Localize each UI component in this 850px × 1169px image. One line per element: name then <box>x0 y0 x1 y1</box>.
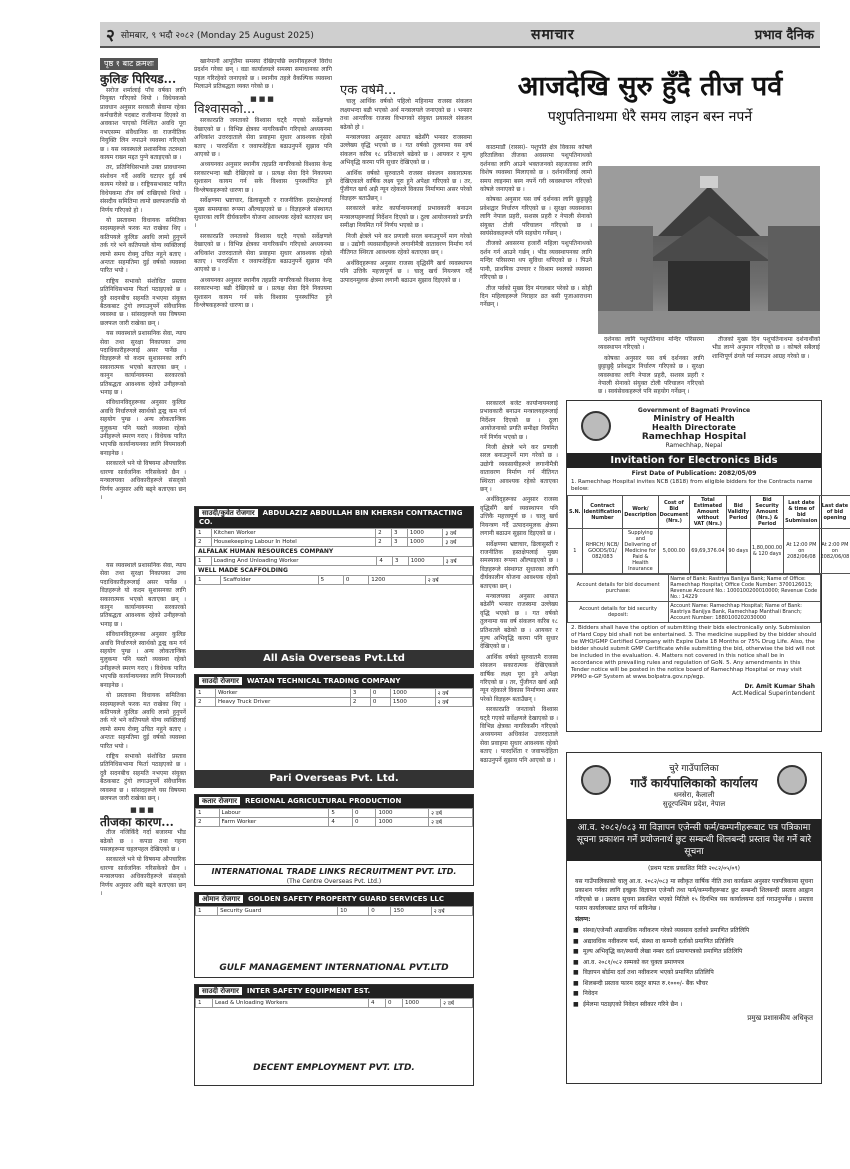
teej-subheadline: पशुपतिनाथमा धेरै समय लाइन बस्न नपर्ने <box>547 109 753 125</box>
article-paragraph: यो प्रस्तावमा विधायक समितिका सदस्यहरूले फरक मत राखेका थिए । कतिपयले कुलिङ अवधि लामो हुनुपर्ने तर्क गरे भने कतिपयले योग्य व्यक्तिलाई लामो समय रोक्नु उचित नहुने बताए । अन्ततः सहमतिमा दुई वर्षको व्यवस्था पारित भयो । <box>100 216 186 275</box>
ad-header <box>195 795 473 808</box>
tender-intro: 1. Ramechhap Hospital invites NCB (1818) from eligible bidders for the Contracts name below: <box>571 479 813 492</box>
muni-body: यस गाउँपालिकाको चालु आ.व. २०८२/०८३ मा स्वीकृत वार्षिक नीति तथा कार्यक्रम अनुसार पत्रपत्रिकामा सूचना प्रकाशन गर्नका लागि इच्छुक विज्ञापन एजेन्सी तथा फर्म/कम्पनीहरूबाट छुट सम्बन्धी शिलबन्दी प्रस्ताव आह्वान गरिएको छ । प्रस्ताव सूचना प्रकाशित भएको मितिले १५ दिनभित्र यस कार्यालयमा दर्ता गराउनुपर्नेछ । प्रस्ताव फारम कार्यालयबाट प्राप्त गर्न सकिनेछ । <box>575 878 813 912</box>
article-paragraph: सरकारप्रति जनताको विश्वास घट्दै गएको सर्वेक्षणले देखाएको छ । विभिन्न क्षेत्रका नागरिकसँग गरिएको अध्ययनमा अधिकांश उत्तरदाताले सेवा प्रवाहमा सुधार आवश्यक रहेको बताए । पारदर्शिता र जवाफदेहिता बढाउनुपर्ने सुझाव पनि आएको छ । <box>480 706 558 764</box>
article-paragraph: सर्वेक्षणमा भ्रष्टाचार, ढिलासुस्ती र राजनीतिक हस्तक्षेपलाई मुख्य समस्याका रूपमा औंल्याइएको छ । विज्ञहरूले संस्थागत सुधारका लागि दीर्घकालीन योजना आवश्यक रहेको बताएका छन् । <box>480 540 558 590</box>
ad-company-3: WELL MADE SCAFFOLDING <box>198 567 288 574</box>
article-separator: ■■■ <box>130 806 156 815</box>
article-paragraph: कोषका अनुसार यस वर्ष दर्शनका लागि छुट्टाछुट्टै प्रवेशद्वार निर्धारण गरिएको छ । सुरक्षा व्यवस्थाका लागि नेपाल प्रहरी, सशस्त्र प्रहरी र नेपाली सेनाको संयुक्त टोली परिचालन गरिएको छ । स्वयंसेवकहरूले पनि सहयोग गर्नेछन् । <box>598 354 704 396</box>
tender-notes: 2. Bidders shall have the option of submitting their bids electronically only. Submission of Hard Copy bid shall not be entertained. 3. The medicine supplied by the bidder should be WHO/GMP Certified Company with Expire Date 18 Months or 75% Drug Life. Also, the bidder should submit GMP Certificate while submitting the bid, otherwise the bid will not be included in the evaluation. 4. Matters not covered in this notice shall be in accordance with prevailing rules and regulation of GoN. 5. Any amendments in this Tender notice will be posted in the notice board of Ramechhap Hospital or may visit PPMO e-GP System at www.bolpatra.gov.np/egp. <box>571 625 817 680</box>
ad-company-2: ALFALAK HUMAN RESOURCES COMPANY <box>198 548 334 555</box>
continued-kicker: पृष्ठ १ बाट क्रमशः <box>100 58 158 70</box>
article-paragraph: सर्वेक्षणमा भ्रष्टाचार, ढिलासुस्ती र राजनीतिक हस्तक्षेपलाई मुख्य समस्याका रूपमा औंल्याइएको छ । विज्ञहरूले संस्थागत सुधारका लागि दीर्घकालीन योजना आवश्यक रहेको बताएका छन् । <box>194 197 332 230</box>
article-headline: विश्वासको... <box>194 102 256 118</box>
ad-header <box>195 985 473 998</box>
job-ad-4 <box>194 892 474 978</box>
article-paragraph: काठमाडौं (रासस)- पशुपति क्षेत्र विकास कोषले हरितालिका तीजका अवसरमा पशुपतिनाथको दर्शनका लागि आउने भक्तजनको सहजताका लागि विशेष व्यवस्था मिलाएको छ । दर्शनार्थीलाई लामो समय लाइनमा बस्न नपर्ने गरी व्यवस्थापन गरिएको कोषले जनाएको छ । <box>480 144 592 194</box>
ad-agency: DECENT EMPLOYMENT PVT. LTD. <box>253 1063 415 1073</box>
column-trust <box>194 58 332 498</box>
ad-country: साउदी रोजगार <box>199 987 242 995</box>
article-paragraph: अर्थविद्हरूका अनुसार राजस्व वृद्धिसँगै खर्च व्यवस्थापन पनि उत्तिकै महत्त्वपूर्ण छ । चालु खर्च नियन्त्रण गर्दै उत्पादनमूलक क्षेत्रमा लगानी बढाउन सुझाव दिइएको छ । <box>480 496 558 538</box>
job-ad-1 <box>194 506 474 668</box>
photo-caption: दर्शनका लागि पशुपतिनाथ मन्दिर परिसरमा व्यवस्थापन गरिएको । <box>598 336 704 352</box>
ad-country: कतार रोजगार <box>199 797 240 805</box>
tender-notice <box>566 400 850 732</box>
tender-signatory-title: Act.Medical Superintendent <box>731 690 815 697</box>
list-item: ■ निवेदन <box>583 989 821 1000</box>
job-ad-2 <box>194 674 474 788</box>
table-row: 1 Scaffolder 5 0 1200 २ वर्ष <box>196 576 473 585</box>
ad-company: WATAN TECHNICAL TRADING COMPANY <box>246 677 401 685</box>
article-paragraph: तर, प्रतिनिधिसभाले उक्त प्रावधानमा संशोधन गर्दै अवधि घटाएर दुई वर्ष कायम गरेको छ । राष्ट्रियसभाबाट पारित विधेयकमा तीन वर्ष राखिएको थियो । संसदीय समितिमा लामो छलफलपछि यो निर्णय गरिएको हो । <box>100 164 186 214</box>
ad-country: साउदी रोजगार <box>199 677 242 685</box>
newspaper-page <box>100 22 850 1132</box>
ad-company: GOLDEN SAFETY PROPERTY GUARD SERVICES LLC <box>247 895 445 903</box>
ad-agency: GULF MANAGEMENT INTERNATIONAL PVT.LTD <box>219 963 449 973</box>
vacancy-table <box>195 906 473 916</box>
article-paragraph: संविधानविद्हरूका अनुसार कुलिङ अवधि निर्धारणले स्वार्थको द्वन्द्व कम गर्न सहयोग पुग्छ । अन्य लोकतान्त्रिक मुलुकमा पनि यस्तो व्यवस्था रहेको उनीहरूले स्मरण गराए । विधेयक पारित भएपछि कार्यान्वयनका लागि नियमावली बनाइनेछ । <box>100 631 186 689</box>
list-item: ■ अद्यावधिक नवीकरण फर्म, संस्था वा कम्पनी दर्ताको प्रमाणित प्रतिलिपि <box>583 937 821 948</box>
tender-hospital: Ramechhap Hospital <box>641 432 747 442</box>
muni-list-title: संलग्न: <box>575 916 591 923</box>
table-row: 2 Heavy Truck Driver 2 0 1500 २ वर्ष <box>196 698 473 707</box>
muni-name: चुरे गाउँपालिका <box>669 764 719 774</box>
list-item: ■ ईमेलमा पठाइएको निवेदन स्वीकार गरिने छैन । <box>583 1000 821 1011</box>
article-headline-2: तीजका कारण... <box>100 814 174 829</box>
article-paragraph: अध्ययनका अनुसार स्थानीय तहप्रति नागरिकको विश्वास केन्द्र सरकारभन्दा बढी देखिएको छ । प्रत्यक्ष सेवा दिने निकायमा सुशासन कायम गर्न सके विश्वास पुनर्स्थापित हुने विश्लेषकहरूको धारणा छ । <box>194 276 332 309</box>
ad-company: ABDULAZIZ ABDULLAH BIN KHERSH CONTRACTING CO. <box>199 509 463 526</box>
muni-signatory: प्रमुख प्रशासकीय अधिकृत <box>747 1014 813 1022</box>
teej-feature <box>480 60 820 134</box>
job-ad-3 <box>194 794 474 886</box>
list-item: ■ मूल्य अभिवृद्धि कर/स्थायी लेखा नम्बर दर्ता प्रमाणपत्रको प्रमाणित प्रतिलिपि <box>583 947 821 958</box>
ad-agency: All Asia Overseas Pvt.Ltd <box>195 650 473 667</box>
ad-agency: INTERNATIONAL TRADE LINKS RECRUITMENT PVT. LTD. <box>211 867 457 876</box>
list-item: ■ आ.व. २०८१/०८२ सम्मको कर चुक्ता प्रमाणपत्र <box>583 958 821 969</box>
article-paragraph: सरकारले भने यो विषयमा औपचारिक धारणा सार्वजनिक गरिसकेको छैन । मन्त्रालयका अधिकारीहरूले संसद्को निर्णय अनुसार अघि बढ्ने बताएका छन् । <box>100 460 186 501</box>
temple-illustration <box>598 166 820 334</box>
article-headline: कुलिङ पिरियड... <box>100 72 177 87</box>
muni-notice-title: आ.व. २०८२/०८३ मा विज्ञापन एजेन्सी फर्म/कम्पनीहरूबाट पत्र पत्रिकामा सूचना प्रकाशन गर्ने प्रयोजनार्थ छुट सम्बन्धी शिलबन्दी प्रस्ताव पेश गर्ने बारे सूचना <box>567 819 821 861</box>
vacancy-table <box>195 688 473 707</box>
article-paragraph: कोषका अनुसार यस वर्ष दर्शनका लागि छुट्टाछुट्टै प्रवेशद्वार निर्धारण गरिएको छ । सुरक्षा व्यवस्थाका लागि नेपाल प्रहरी, सशस्त्र प्रहरी र नेपाली सेनाको संयुक्त टोली परिचालन गरिएको छ । स्वयंसेवकहरूले पनि सहयोग गर्नेछन् । <box>480 196 592 238</box>
page-header <box>100 22 820 48</box>
ad-agency-sub: (The Centre Overseas Pvt. Ltd.) <box>286 878 382 885</box>
article-paragraph: सरोज शर्मालाई पाँच वर्षका लागि नियुक्त गरिएको थियो । विधेयकको प्रावधान अनुसार सरकारी सेवामा रहेका कर्मचारीले पदबाट राजीनामा दिएको वा अवकाश पाएको निश्चित अवधि पूरा नभएसम्म संवैधानिक वा राजनीतिक नियुक्ति लिन नपाउने व्यवस्था गरिएको छ । यस व्यवस्थाले प्रशासनिक तटस्थता कायम राख्न मद्दत पुग्ने बताइएको छ । <box>100 86 186 162</box>
temple-photo <box>598 166 820 334</box>
table-row: 1 RHRCH/ NCB/ GOODS/01/ 082/083 Supplying and Delivering of Medicine for Paid & Health Insurance 5,000.00 69,69,376.04 90 days 1,80,000.00 & 120 days At 12:00 PM on 2082/06/08 At 2:00 PM on 2082/06/08 <box>568 529 850 574</box>
table-row: 2 Housekeeping Labour In Hotel 2 3 1000 ३ वर्ष <box>196 538 473 547</box>
account-table <box>567 574 821 623</box>
vacancy-table <box>195 575 473 585</box>
article-paragraph: तीज नजिकिँदै गर्दा बजारमा भीड बढेको छ । कपडा तथा गहना पसलहरूमा चहलपहल देखिएको छ । <box>100 829 186 853</box>
article-paragraph: चालु आर्थिक वर्षको पहिलो महिनामा राजस्व संकलन लक्ष्यभन्दा बढी भएको अर्थ मन्त्रालयले जनाएको छ । भन्सार तथा आन्तरिक राजस्व विभागको संयुक्त प्रयासले संकलन बढेको हो । <box>340 98 472 131</box>
tender-gov: Government of Bagmati Province <box>637 407 751 414</box>
column-revenue-cont <box>480 400 558 1100</box>
newspaper-name: प्रभाव दैनिक <box>754 28 814 43</box>
article-paragraph: यो प्रस्तावमा विधायक समितिका सदस्यहरूले फरक मत राखेका थिए । कतिपयले कुलिङ अवधि लामो हुनुपर्ने तर्क गरे भने कतिपयले योग्य व्यक्तिलाई लामो समय रोक्नु उचित नहुने बताए । अन्ततः सहमतिमा दुई वर्षको व्यवस्था पारित भयो । <box>100 692 186 750</box>
muni-address: धनसेरा, कैलाली <box>673 791 715 799</box>
article-paragraph: निजी क्षेत्रले भने कर प्रणाली सरल बनाउनुपर्ने माग गरेको छ । उद्योगी व्यवसायीहरूले लगानीमैत्री वातावरण निर्माण गर्न नीतिगत स्थिरता आवश्यक रहेको बताएका छन् । <box>340 232 472 257</box>
article-paragraph: सरकारले भने यो विषयमा औपचारिक धारणा सार्वजनिक गरिसकेको छैन । मन्त्रालयका अधिकारीहरूले संसद्को निर्णय अनुसार अघि बढ्ने बताएका छन् । <box>100 856 186 898</box>
ad-header <box>195 507 473 528</box>
table-row: 1 Loading And Unloading Worker 4 3 1000 ३ वर्ष <box>196 557 473 566</box>
article-paragraph: खानेपानी आपूर्तिमा समस्या देखिएपछि स्थानीयहरूले विरोध प्रदर्शन गरेका छन् । वडा कार्यालयले समस्या समाधानका लागि पहल गरिरहेको जनाएको छ । स्थानीय तहले वैकल्पिक व्यवस्था मिलाउने प्रतिबद्धता व्यक्त गरेको छ । <box>194 58 332 91</box>
article-paragraph: मन्त्रालयका अनुसार आयात बढेसँगै भन्सार राजस्वमा उल्लेख्य वृद्धि भएको छ । गत वर्षको तुलनामा यस वर्ष संकलन करिब १८ प्रतिशतले बढेको छ । आयकर र मूल्य अभिवृद्धि करमा पनि सुधार देखिएको छ । <box>480 592 558 651</box>
list-item: ■ संस्था/एजेन्सी अद्यावधिक नवीकरण गरेको व्यवसाय दर्ताको प्रमाणित प्रतिलिपि <box>583 926 821 937</box>
tender-first-pub: First Date of Publication: 2082/05/09 <box>631 470 757 477</box>
vacancy-table <box>195 528 473 547</box>
table-row: 2 Farm Worker 4 0 1000 २ वर्ष <box>196 818 473 827</box>
teej-body-3 <box>712 336 820 398</box>
muni-pub-date: (प्रथम पटक प्रकाशित मिति २०८२/०५/०९) <box>648 865 740 872</box>
tender-title: Invitation for Electronics Bids <box>567 453 821 468</box>
article-paragraph: सरकारप्रति जनताको विश्वास घट्दै गएको सर्वेक्षणले देखाएको छ । विभिन्न क्षेत्रका नागरिकसँग गरिएको अध्ययनमा अधिकांश उत्तरदाताले सेवा प्रवाहमा सुधार आवश्यक रहेको बताए । पारदर्शिता र जवाफदेहिता बढाउनुपर्ने सुझाव पनि आएको छ । <box>194 232 332 274</box>
muni-office: गाउँ कार्यपालिकाको कार्यालय <box>630 776 758 790</box>
tender-location: Ramechhap, Nepal <box>665 442 723 449</box>
article-paragraph: अध्ययनका अनुसार स्थानीय तहप्रति नागरिकको विश्वास केन्द्र सरकारभन्दा बढी देखिएको छ । प्रत्यक्ष सेवा दिने निकायमा सुशासन कायम गर्न सके विश्वास पुनर्स्थापित हुने विश्लेषकहरूको धारणा छ । <box>194 161 332 194</box>
article-paragraph: सरकारले बजेट कार्यान्वयनलाई प्रभावकारी बनाउन मन्त्रालयहरूलाई निर्देशन दिएको छ । ठूला आयोजनाको प्रगति समीक्षा नियमित गर्ने निर्णय भएको छ । <box>480 400 558 441</box>
nepal-emblem-icon <box>581 765 611 795</box>
table-row: 1 Kitchen Worker 2 3 1000 ३ वर्ष <box>196 529 473 538</box>
article-paragraph: तीजको अवसरमा हजारौं महिला पशुपतिनाथको दर्शन गर्न आउने गर्छन् । भीड व्यवस्थापनका लागि मन्दिर परिसरमा थप सुविधा थपिएको छ । पिउने पानी, प्राथमिक उपचार र विश्राम स्थलको व्यवस्था गरिएको छ । <box>480 240 592 282</box>
vacancy-table <box>195 556 473 566</box>
government-emblem-icon <box>581 411 611 441</box>
table-row: Account details for bid security deposit: Account Name: Ramechhap Hospital; Name of Bank: Rastriya Banijya Bank, Ramechhap Manthali Branch; Account Number: 1880100202030000 <box>568 602 821 623</box>
article-paragraph: निजी क्षेत्रले भने कर प्रणाली सरल बनाउनुपर्ने माग गरेको छ । उद्योगी व्यवसायीहरूले लगानीमैत्री वातावरण निर्माण गर्न नीतिगत स्थिरता आवश्यक रहेको बताएका छन् । <box>480 444 558 494</box>
article-paragraph: सरकारप्रति जनताको विश्वास घट्दै गएको सर्वेक्षणले देखाएको छ । विभिन्न क्षेत्रका नागरिकसँग गरिएको अध्ययनमा अधिकांश उत्तरदाताले सेवा प्रवाहमा सुधार आवश्यक रहेको बताए । पारदर्शिता र जवाफदेहिता बढाउनुपर्ने सुझाव पनि आएको छ । <box>194 117 332 159</box>
column-continued-lower <box>100 562 186 1122</box>
article-paragraph: यस व्यवस्थाले प्रशासनिक सेवा, न्याय सेवा तथा सुरक्षा निकायका उच्च पदाधिकारीहरूलाई असर पार्नेछ । विज्ञहरूले यो कदम सुशासनका लागि सकारात्मक भएको बताएका छन् । कानुन कार्यान्वयनमा सरकारको प्रतिबद्धता आवश्यक रहेको उनीहरूको भनाइ छ । <box>100 330 186 397</box>
job-ad-5 <box>194 984 474 1086</box>
list-item: ■ शिलबन्दी प्रस्ताव फारम दस्तुर बापत रु.१०००/- बैंक भौचर <box>583 979 821 990</box>
ad-company: REGIONAL AGRICULTURAL PRODUCTION <box>244 797 402 805</box>
article-paragraph: तीजको मुख्य दिन पशुपतिनाथमा दर्शनार्थीको भीड लाग्ने अनुमान गरिएको छ । कोषले सबैलाई शान्तिपूर्ण ढंगले पर्व मनाउन आग्रह गरेको छ । <box>712 336 820 360</box>
article-paragraph: राष्ट्रिय सभाको संशोधित प्रस्ताव प्रतिनिधिसभामा फिर्ता पठाइएको छ । दुवै सदनबीच सहमति नभएमा संयुक्त बैठकबाट टुंगो लगाउनुपर्ने संवैधानिक व्यवस्था छ । सांसदहरूले यस विषयमा छलफल जारी राखेका छन् । <box>100 752 186 802</box>
article-paragraph: यस व्यवस्थाले प्रशासनिक सेवा, न्याय सेवा तथा सुरक्षा निकायका उच्च पदाधिकारीहरूलाई असर पार्नेछ । विज्ञहरूले यो कदम सुशासनका लागि सकारात्मक भएको बताएका छन् । कानुन कार्यान्वयनमा सरकारको प्रतिबद्धता आवश्यक रहेको उनीहरूको भनाइ छ । <box>100 562 186 628</box>
table-row: Account details for bid document purchase: Name of Bank: Rastriya Banijya Bank; Name of Office: Ramechhap Hospital; Office Code Number: 3700126013; Revenue Account No.: 1000100200010000; Revenue Code No.: 14229 <box>568 575 821 602</box>
ad-agency: Pari Overseas Pvt. Ltd. <box>195 770 473 787</box>
vacancy-table <box>195 808 473 827</box>
article-paragraph: आर्थिक वर्षको सुरुवातमै राजस्व संकलन सकारात्मक देखिएकाले वार्षिक लक्ष्य पूरा हुने अपेक्षा गरिएको छ । तर, पुँजीगत खर्च अझै न्यून रहेकाले विकास निर्माणमा असर परेको विज्ञहरू बताउँछन् । <box>340 169 472 202</box>
article-headline: एक वर्षमै... <box>340 84 397 98</box>
teej-body-2 <box>598 336 704 398</box>
article-paragraph: संविधानविद्हरूका अनुसार कुलिङ अवधि निर्धारणले स्वार्थको द्वन्द्व कम गर्न सहयोग पुग्छ । अन्य लोकतान्त्रिक मुलुकमा पनि यस्तो व्यवस्था रहेको उनीहरूले स्मरण गराए । विधेयक पारित भएपछि कार्यान्वयनका लागि नियमावली बनाइनेछ । <box>100 399 186 457</box>
column-revenue <box>340 84 472 500</box>
table-row: 1 Security Guard 10 0 150 २ वर्ष <box>196 907 473 916</box>
table-row: 1 Labour 5 0 1000 २ वर्ष <box>196 809 473 818</box>
municipality-notice <box>566 752 822 1084</box>
section-title: समाचार <box>530 26 575 43</box>
teej-body <box>480 144 592 386</box>
tender-signatory: Dr. Amit Kumar Shah <box>744 683 815 690</box>
article-paragraph: सरकारले बजेट कार्यान्वयनलाई प्रभावकारी बनाउन मन्त्रालयहरूलाई निर्देशन दिएको छ । ठूला आयोजनाको प्रगति समीक्षा नियमित गर्ने निर्णय भएको छ । <box>340 205 472 230</box>
ad-header <box>195 675 473 688</box>
ad-header <box>195 893 473 906</box>
ad-country: साउदी/कुवेत रोजगार <box>199 509 258 517</box>
ad-country: ओमान रोजगार <box>199 895 243 903</box>
tender-ministry: Ministry of Health <box>653 414 735 423</box>
article-paragraph: आर्थिक वर्षको सुरुवातमै राजस्व संकलन सकारात्मक देखिएकाले वार्षिक लक्ष्य पूरा हुने अपेक्षा गरिएको छ । तर, पुँजीगत खर्च अझै न्यून रहेकाले विकास निर्माणमा असर परेको विज्ञहरू बताउँछन् । <box>480 653 558 703</box>
article-paragraph: राष्ट्रिय सभाको संशोधित प्रस्ताव प्रतिनिधिसभामा फिर्ता पठाइएको छ । दुवै सदनबीच सहमति नभएमा संयुक्त बैठकबाट टुंगो लगाउनुपर्ने संवैधानिक व्यवस्था छ । सांसदहरूले यस विषयमा छलफल जारी राखेका छन् । <box>100 277 186 327</box>
issue-date: सोमबार, ९ भदौ २०८२ (Monday 25 August 2025) <box>120 30 314 41</box>
article-paragraph: अर्थविद्हरूका अनुसार राजस्व वृद्धिसँगै खर्च व्यवस्थापन पनि उत्तिकै महत्त्वपूर्ण छ । चालु खर्च नियन्त्रण गर्दै उत्पादनमूलक क्षेत्रमा लगानी बढाउन सुझाव दिइएको छ । <box>340 259 472 284</box>
ad-company: INTER SAFETY EQUIPMENT EST. <box>246 987 371 995</box>
muni-province: सुदूरपश्चिम प्रदेश, नेपाल <box>662 800 726 808</box>
table-header: S.N. Contract Identification Number Work/ Description Cost of Bid Document (Nrs.) Total Estimated Amount without VAT (Nrs.) Bid Validity Period Bid Security Amount (Nrs.) & Period Last date & time of bid Submission Last date of bid opening <box>568 496 850 529</box>
article-paragraph: मन्त्रालयका अनुसार आयात बढेसँगै भन्सार राजस्वमा उल्लेख्य वृद्धि भएको छ । गत वर्षको तुलनामा यस वर्ष संकलन करिब १८ प्रतिशतले बढेको छ । आयकर र मूल्य अभिवृद्धि करमा पनि सुधार देखिएको छ । <box>340 134 472 167</box>
municipality-logo-icon <box>777 765 807 795</box>
list-item: ■ विज्ञापन बोर्डमा दर्ता तथा नवीकरण भएको प्रमाणित प्रतिलिपि <box>583 968 821 979</box>
article-paragraph: तीज पर्वको मुख्य दिन मंगलबार परेको छ । सोही दिन महिलाहरूले निराहार व्रत बसी पूजाआराधना गर्नेछन् । <box>480 284 592 309</box>
tender-table <box>567 495 850 574</box>
article-separator: ■■■ <box>250 94 276 103</box>
table-row: 1 Worker 3 0 1000 २ वर्ष <box>196 689 473 698</box>
page-number: २ <box>106 25 115 46</box>
tender-directorate: Health Directorate <box>652 423 736 432</box>
muni-requirements-list <box>567 926 821 1010</box>
teej-headline: आजदेखि सुरु हुँदै तीज पर्व <box>517 71 783 102</box>
table-row: 1 Lead & Unloading Workers 4 0 1000 २ वर्ष <box>196 999 473 1008</box>
vacancy-table <box>195 998 473 1008</box>
